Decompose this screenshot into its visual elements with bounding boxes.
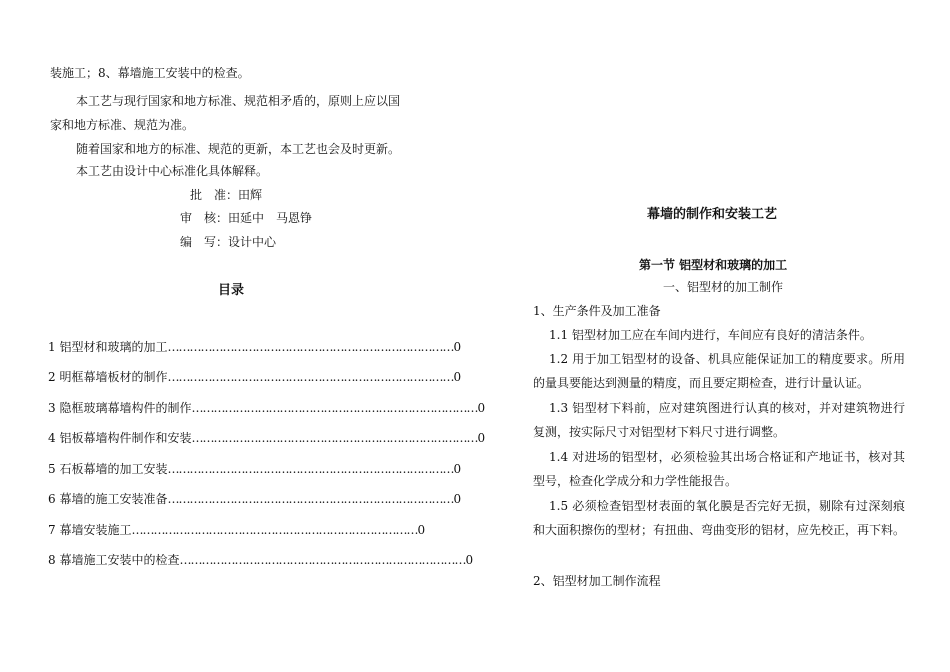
- toc-entry-label: 2 明框幕墙板材的制作: [48, 370, 168, 384]
- toc-entry-label: 3 隐框玻璃幕墙构件的制作: [48, 401, 192, 415]
- toc-leader-dots: ……………………………………………………………………: [191, 401, 478, 415]
- toc-entry[interactable]: [48, 461, 462, 477]
- toc-leader-dots: ……………………………………………………………………: [167, 370, 454, 384]
- signature-review: 审 核：田延中 马恩铮: [180, 211, 313, 225]
- paragraph: [533, 396, 905, 444]
- paragraph: [533, 445, 905, 493]
- toc-entry-page: 0: [465, 553, 474, 567]
- toc-entry-label: 5 石板幕墙的加工安装: [48, 462, 168, 476]
- toc-entry-page: 0: [453, 462, 462, 476]
- toc-entry[interactable]: [48, 400, 486, 416]
- paragraph-text: 1.1 铝型材加工应在车间内进行，车间应有良好的清洁条件。: [549, 328, 872, 342]
- item-title: 2、铝型材加工制作流程: [533, 574, 661, 588]
- toc-entry[interactable]: [48, 522, 426, 538]
- toc-leader-dots: ……………………………………………………………………: [167, 340, 454, 354]
- paragraph: [533, 494, 905, 542]
- toc-entry[interactable]: [48, 369, 462, 385]
- paragraph-text: 1.4 对进场的铝型材，必须检验其出场合格证和产地证书，核对其型号，检查化学成分和力学性能报告。: [533, 450, 905, 488]
- intro-line: 装施工；8、幕墙施工安装中的检查。: [50, 66, 250, 80]
- paragraph-text: 1.3 铝型材下料前，应对建筑图进行认真的核对，并对建筑物进行复测，按实际尺寸对铝型材下料尺寸进行调整。: [533, 401, 905, 439]
- right-page: [475, 0, 950, 672]
- paragraph-text: 1.5 必须检查铝型材表面的氧化膜是否完好无损，剔除有过深刻痕和大面积擦伤的型材；有扭曲、弯曲变形的铝材，应先校正，再下料。: [533, 499, 906, 537]
- section-title: 第一节 铝型材和玻璃的加工: [639, 258, 788, 272]
- toc-entry-page: 0: [453, 340, 462, 354]
- toc-entry[interactable]: [48, 430, 486, 446]
- paragraph-text: 1.2 用于加工铝型材的设备、机具应能保证加工的精度要求。所用的量具要能达到测量的精度，而且要定期检查，进行计量认证。: [533, 352, 905, 390]
- toc-leader-dots: ……………………………………………………………………: [167, 492, 454, 506]
- toc-leader-dots: ……………………………………………………………………: [191, 431, 478, 445]
- toc-entry-page: 0: [417, 523, 426, 537]
- toc-entry[interactable]: [48, 491, 462, 507]
- intro-line: 随着国家和地方的标准、规范的更新，本工艺也会及时更新。: [76, 142, 401, 156]
- toc-entry-label: 8 幕墙施工安装中的检查: [48, 553, 180, 567]
- toc-entry-page: 0: [453, 492, 462, 506]
- toc-leader-dots: ……………………………………………………………………: [167, 462, 454, 476]
- toc-entry-page: 0: [453, 370, 462, 384]
- toc-leader-dots: ……………………………………………………………………: [131, 523, 418, 537]
- signature-approve: 批 准：田辉: [190, 188, 263, 202]
- intro-line: 家和地方标准、规范为准。: [50, 118, 195, 132]
- toc-leader-dots: ……………………………………………………………………: [179, 553, 466, 567]
- toc-entry-label: 4 铝板幕墙构件制作和安装: [48, 431, 192, 445]
- toc-entry-page: 0: [477, 431, 486, 445]
- toc-entry-label: 7 幕墙安装施工: [48, 523, 132, 537]
- toc-title: 目录: [218, 283, 245, 298]
- toc-entry-page: 0: [477, 401, 486, 415]
- intro-line: 本工艺由设计中心标准化具体解释。: [76, 164, 269, 178]
- toc-entry[interactable]: [48, 552, 474, 568]
- paragraph: [533, 323, 905, 347]
- signature-write: 编 写：设计中心: [180, 235, 277, 249]
- toc-entry-label: 1 铝型材和玻璃的加工: [48, 340, 168, 354]
- subsection-title: 一、铝型材的加工制作: [663, 280, 784, 294]
- toc-entry[interactable]: [48, 339, 462, 355]
- toc-entry-label: 6 幕墙的施工安装准备: [48, 492, 168, 506]
- intro-line: 本工艺与现行国家和地方标准、规范相矛盾的，原则上应以国: [76, 94, 401, 108]
- paragraph: [533, 347, 905, 395]
- item-title: 1、生产条件及加工准备: [533, 304, 661, 318]
- chapter-title: 幕墙的制作和安装工艺: [647, 207, 778, 222]
